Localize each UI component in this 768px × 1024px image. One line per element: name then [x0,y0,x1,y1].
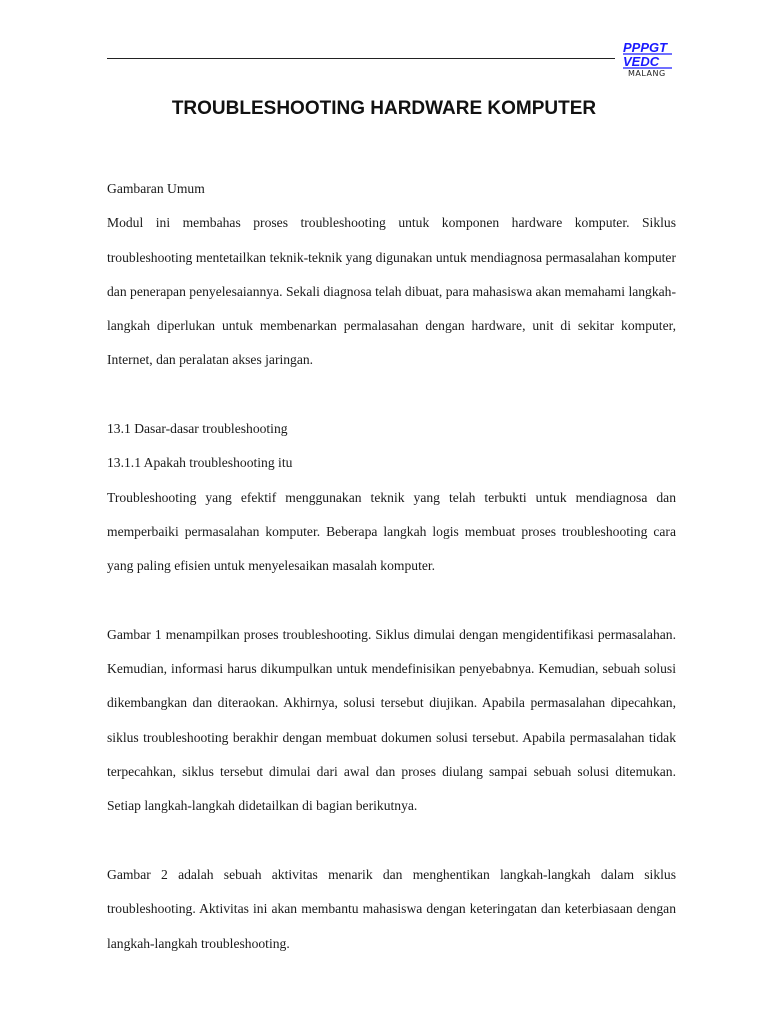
section-heading: Gambaran Umum [107,181,205,196]
logo-subtitle: MALANG [628,69,666,78]
spacer [107,584,676,618]
spacer [107,824,676,858]
logo-mark-icon [622,40,674,70]
header-rule [107,58,615,59]
body-paragraph-1: Troubleshooting yang efektif menggunakan teknik yang telah terbukti untuk mendiagnosa dan memperbaiki permasalahan komputer. Beberapa langkah logis membuat proses troubleshooting cara yang paling efisien untuk menyelesaikan masalah komputer. [107,489,676,574]
logo-line1: PPPGT [623,40,668,55]
pppgt-vedc-logo [622,40,674,82]
spacer [107,378,676,412]
body-paragraph-2: Gambar 1 menampilkan proses troubleshooting. Siklus dimulai dengan mengidentifikasi permasalahan. Kemudian, informasi harus dikumpulkan untuk mendefinisikan penyebabnya. Kemudian, sebuah solusi dikembangkan dan diteraokan. Akhirnya, solusi tersebut diujikan. Apabila permasalahan dipecahkan, siklus troubleshooting berakhir dengan membuat dokumen solusi tersebut. Apabila permasalahan tidak terpecahkan, siklus tersebut dimulai dari awal dan proses diulang sampai sebuah solusi ditemukan. Setiap langkah-langkah didetailkan di bagian berikutnya. [107,626,676,814]
subsection-heading-13-1-1: 13.1.1 Apakah troubleshooting itu [107,455,293,471]
intro-paragraph: Modul ini membahas proses troubleshooting untuk komponen hardware komputer. Siklus troubleshooting mentetailkan teknik-teknik yang digunakan untuk mendiagnosa permasalahan komputer dan penerapan penyelesaiannya. Sekali diagnosa telah dibuat, para mahasiswa akan memahami langkah-langkah diperlukan untuk membenarkan permalasahan dengan hardware, unit di sekitar komputer, Internet, dan peralatan akses jaringan. [107,215,676,368]
subsection-heading-13-1: 13.1 Dasar-dasar troubleshooting [107,421,288,437]
body-paragraph-3: Gambar 2 adalah sebuah aktivitas menarik dan menghentikan langkah-langkah dalam siklus troubleshooting. Aktivitas ini akan membantu mahasiswa dengan keteringatan dan keterbiasaan dengan langkah-langkah troubleshooting. [107,866,676,951]
logo-line2: VEDC [623,54,660,69]
document-title: TROUBLESHOOTING HARDWARE KOMPUTER [171,98,597,119]
document-body [107,172,676,961]
